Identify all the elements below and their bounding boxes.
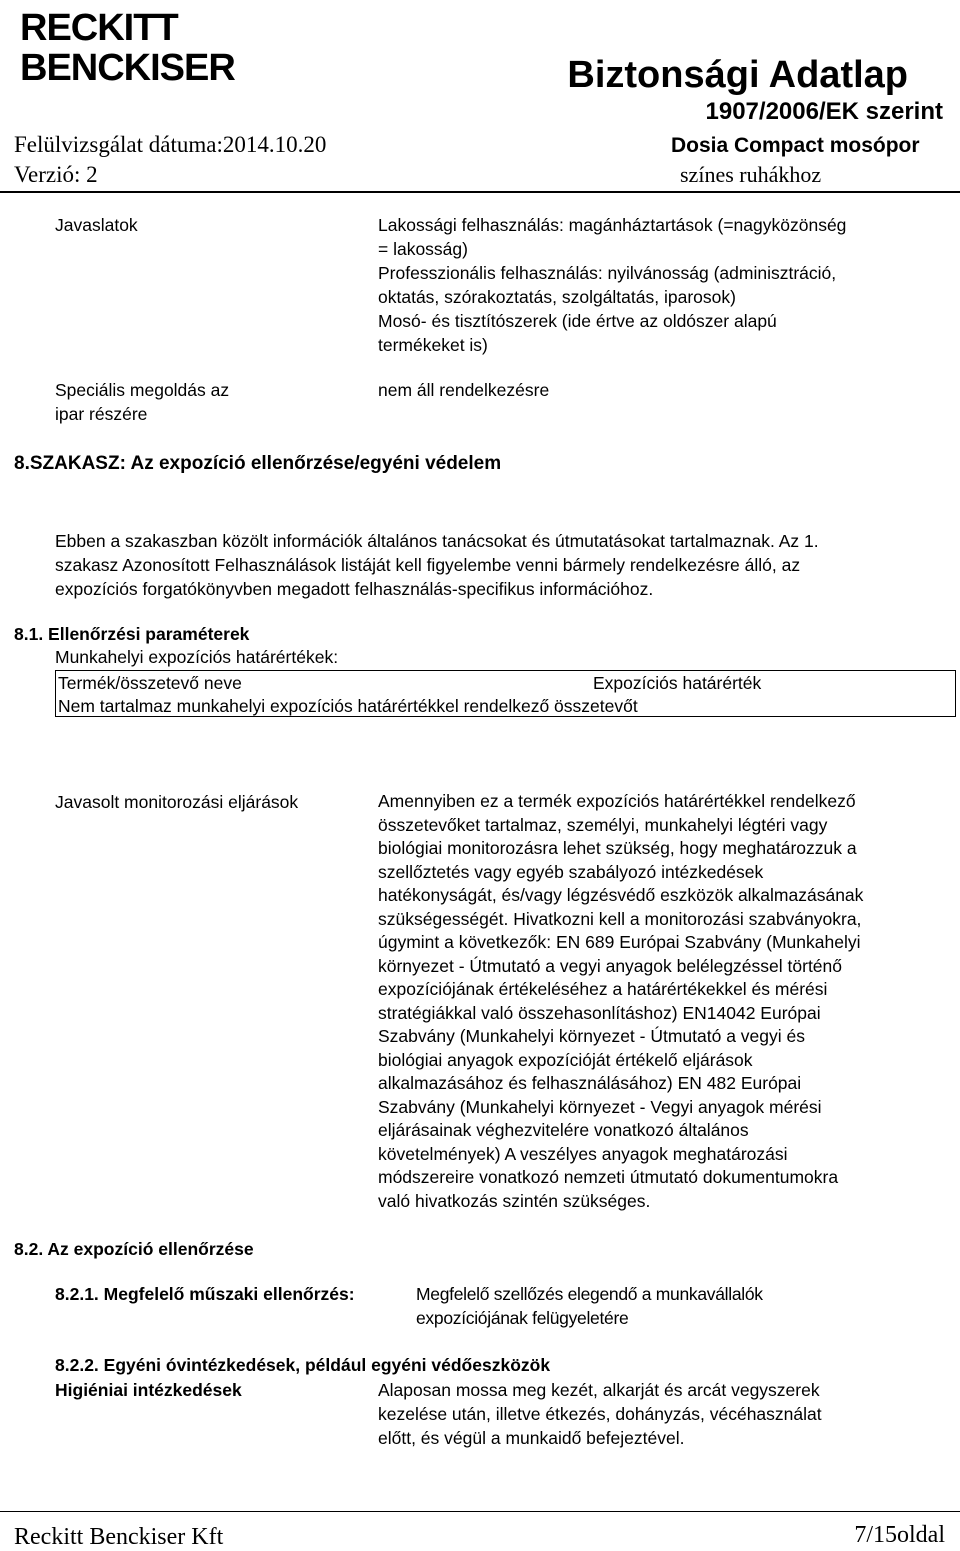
- industry-label-line: Speciális megoldás az: [55, 380, 230, 400]
- monitoring-line: Szabvány (Munkahelyi környezet - Vegyi anyagok mérési: [378, 1096, 822, 1117]
- footer-company: Reckitt Benckiser Kft: [14, 1524, 224, 1550]
- document-title: Biztonsági Adatlap: [567, 54, 908, 96]
- regulation-reference: 1907/2006/EK szerint: [705, 98, 943, 125]
- exposure-limits-table: [55, 670, 956, 717]
- table-header-product: Termék/összetevő neve: [58, 673, 242, 693]
- hygiene-line: kezelése után, illetve étkezés, dohányzás, vécéhasználat: [378, 1404, 822, 1424]
- recommendations-line: termékeket is): [378, 335, 488, 355]
- hygiene-label: Higiéniai intézkedések: [55, 1380, 242, 1400]
- monitoring-line: eljárásainak véghezvitelére vonatkozó általános: [378, 1120, 749, 1140]
- header-divider: [0, 191, 960, 193]
- control-params-subheading: Munkahelyi expozíciós határértékek:: [55, 647, 339, 667]
- monitoring-line: összetevőket tartalmaz, személyi, munkahelyi légtéri vagy: [378, 814, 828, 835]
- logo-line-1: RECKITT: [20, 7, 178, 49]
- hygiene-line: Alaposan mossa meg kezét, alkarját és arcát vegyszerek: [378, 1380, 820, 1400]
- industry-value: nem áll rendelkezésre: [378, 380, 550, 400]
- intro-line: szakasz Azonosított Felhasználások listáját kell figyelembe venni bármely rendelkezésre álló, az: [55, 555, 801, 575]
- recommendations-line: Professzionális felhasználás: nyilvánosság (adminisztráció,: [378, 263, 837, 283]
- section-8-intro: [55, 529, 955, 601]
- ppe-heading: 8.2.2. Egyéni óvintézkedések, például egyéni védőeszközök: [55, 1355, 551, 1375]
- monitoring-line: való hivatkozás szintén szükséges.: [378, 1190, 651, 1211]
- monitoring-line: hatékonyságát, és/vagy légzésvédő eszközök alkalmazásának: [378, 885, 864, 905]
- hygiene-line: előtt, és végül a munkaidő befejeztével.: [378, 1428, 685, 1448]
- technical-control-line: expozíciójának felügyeletére: [416, 1308, 629, 1328]
- table-header-limit: Expozíciós határérték: [593, 673, 762, 693]
- monitoring-line: követelmények) A veszélyes anyagok meghatározási: [378, 1143, 788, 1164]
- monitoring-line: Szabvány (Munkahelyi környezet - Útmutató a vegyi és: [378, 1026, 805, 1046]
- footer-divider: [0, 1511, 960, 1512]
- company-logo: [20, 8, 250, 98]
- recommendations-label: Javaslatok: [55, 215, 138, 235]
- monitoring-label: Javasolt monitorozási eljárások: [55, 792, 299, 812]
- monitoring-line: módszereire vonatkozó nemzeti útmutató dokumentumokra: [378, 1167, 839, 1187]
- version-label: Verzió: 2: [14, 162, 98, 187]
- intro-line: expozíciós forgatókönyvben megadott felhasználás-specifikus információhoz.: [55, 579, 654, 599]
- monitoring-line: szellőztetés vagy egyéb szabályozó intézkedések: [378, 861, 764, 882]
- revision-date: Felülvizsgálat dátuma:2014.10.20: [14, 132, 327, 157]
- monitoring-line: Amennyiben ez a termék expozíciós határértékkel rendelkező: [378, 791, 856, 811]
- recommendations-line: Lakossági felhasználás: magánháztartások (=nagyközönség: [378, 215, 847, 235]
- monitoring-line: biológiai monitorozásra lehet szükség, hogy meghatározzuk a: [378, 838, 857, 858]
- hygiene-value: [378, 1378, 948, 1450]
- section-8-heading: 8.SZAKASZ: Az expozíció ellenőrzése/egyéni védelem: [14, 453, 502, 474]
- recommendations-line: oktatás, szórakoztatás, szolgáltatás, iparosok): [378, 287, 736, 307]
- monitoring-line: környezet - Útmutató a vegyi anyagok belélegzéssel történő: [378, 955, 843, 976]
- monitoring-line: biológiai anyagok expozícióját értékelő eljárások: [378, 1049, 753, 1070]
- recommendations-line: = lakosság): [378, 239, 468, 259]
- logo-line-2: BENCKISER: [20, 47, 235, 89]
- control-params-heading: 8.1. Ellenőrzési paraméterek: [14, 624, 250, 644]
- recommendations-value: [378, 213, 948, 357]
- industry-label-line: ipar részére: [55, 404, 148, 424]
- monitoring-line: alkalmazásához és felhasználásához) EN 482 Európai: [378, 1073, 802, 1093]
- monitoring-line: expozíciójának értékeléséhez a határértékekkel és mérési: [378, 979, 828, 999]
- technical-control-value: [416, 1282, 763, 1330]
- table-row: Nem tartalmaz munkahelyi expozíciós határértékkel rendelkező összetevőt: [58, 696, 638, 716]
- product-name: Dosia Compact mosópor: [671, 134, 920, 157]
- intro-line: Ebben a szakaszban közölt információk általános tanácsokat és útmutatásokat tartalmaznak. Az 1.: [55, 531, 819, 551]
- industry-label: [55, 378, 285, 426]
- product-variant: színes ruhákhoz: [680, 162, 822, 187]
- monitoring-line: úgymint a következők: EN 689 Európai Szabvány (Munkahelyi: [378, 932, 861, 952]
- technical-control-line: Megfelelő szellőzés elegendő a munkavállalók: [416, 1284, 763, 1304]
- monitoring-line: szükségességét. Hivatkozni kell a monitorozási szabványokra,: [378, 908, 862, 929]
- monitoring-line: stratégiákkal való összehasonlításhoz) EN14042 Európai: [378, 1002, 821, 1023]
- recommendations-line: Mosó- és tisztítószerek (ide értve az oldószer alapú: [378, 311, 777, 331]
- exposure-control-heading: 8.2. Az expozíció ellenőrzése: [14, 1239, 254, 1259]
- monitoring-value: [378, 790, 948, 1213]
- page-number: 7/15oldal: [854, 1522, 945, 1548]
- technical-control-label: 8.2.1. Megfelelő műszaki ellenőrzés:: [55, 1284, 355, 1304]
